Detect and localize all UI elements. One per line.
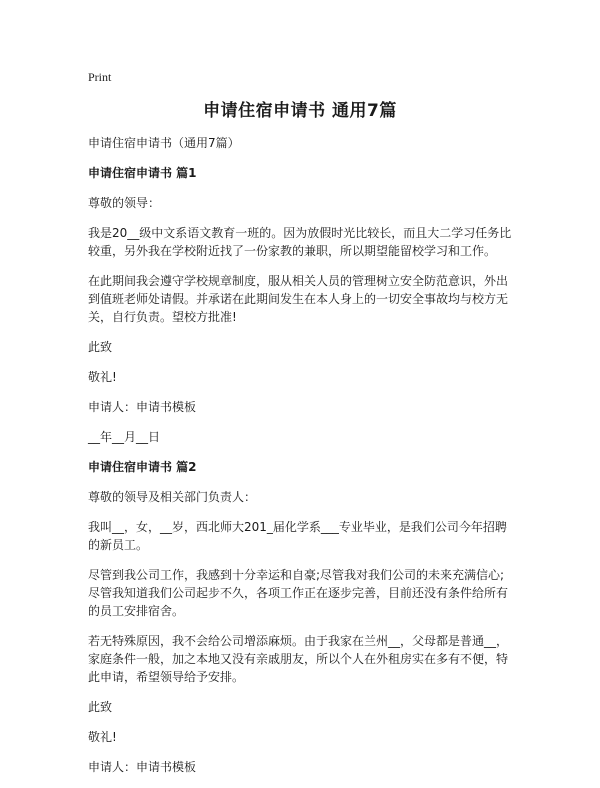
section-1-salutation: 尊敬的领导：: [88, 196, 161, 210]
section-1-heading: 申请住宿申请书 篇1: [88, 166, 197, 180]
section-1-paragraph-1: 我是20__级中文系语文教育一班的。因为放假时光比较长，而且大二学习任务比较重，另外我在学校附近找了一份家教的兼职，所以期望能留校学习和工作。: [88, 226, 512, 258]
document-subtitle: 申请住宿申请书（通用7篇）: [88, 136, 240, 150]
section-2-paragraph-3: 若无特殊原因，我不会给公司增添麻烦。由于我家在兰州__，父母都是普通__，家庭条件一般，加之本地又没有亲戚朋友，所以个人在外租房实在多有不便，特此申请，希望领导给予安排。: [88, 634, 509, 684]
section-2-salutation: 尊敬的领导及相关部门负责人：: [88, 490, 257, 504]
section-2-closing-1: 此致: [88, 700, 113, 714]
section-1-closing-1: 此致: [88, 340, 113, 354]
section-1-paragraph-2: 在此期间我会遵守学校规章制度，服从相关人员的管理树立安全防范意识，外出到值班老师处请假。并承诺在此期间发生在本人身上的一切安全事故均与校方无关，自行负责。望校方批准!: [88, 274, 509, 324]
section-2-heading: 申请住宿申请书 篇2: [88, 460, 197, 474]
document-title: 申请住宿申请书 通用7篇: [203, 101, 397, 121]
print-link[interactable]: Print: [88, 70, 112, 84]
section-1-signer: 申请人：申请书模板: [88, 400, 197, 414]
section-2-closing-2: 敬礼!: [88, 730, 117, 744]
section-1-closing-2: 敬礼!: [88, 370, 117, 384]
section-2-signer: 申请人：申请书模板: [88, 760, 197, 774]
document-body: [88, 134, 516, 788]
section-2-paragraph-2: 尽管到我公司工作，我感到十分幸运和自豪;尽管我对我们公司的未来充满信心;尽管我知道我们公司起步不久，各项工作正在逐步完善，目前还没有条件给所有的员工安排宿舍。: [88, 568, 509, 618]
section-2-paragraph-1: 我叫__，女，__岁，西北师大201_届化学系___专业毕业，是我们公司今年招聘的新员工。: [88, 520, 507, 552]
section-1-date: __年__月__日: [88, 430, 161, 444]
